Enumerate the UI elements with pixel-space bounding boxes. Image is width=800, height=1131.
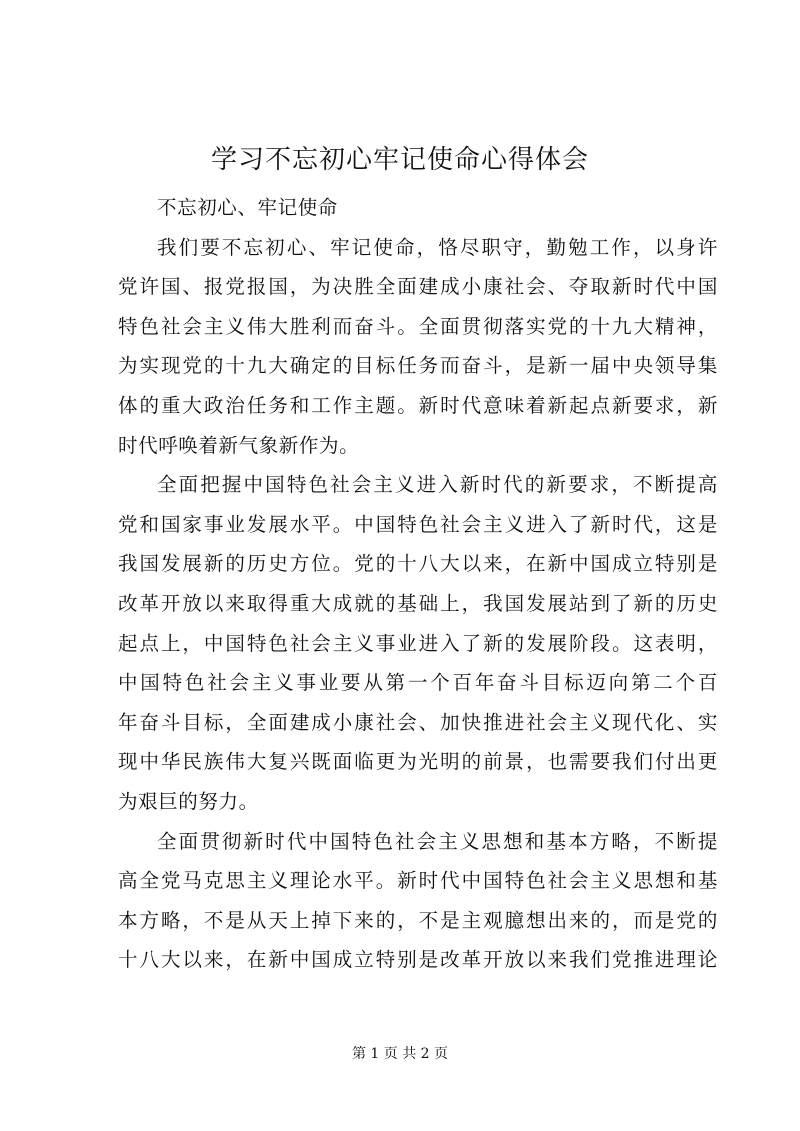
paragraph-line: 我国发展新的历史方位。党的十八大以来，在新中国成立特别是 bbox=[118, 552, 718, 576]
paragraph-line: 特色社会主义伟大胜利而奋斗。全面贯彻落实党的十九大精神， bbox=[118, 314, 718, 338]
paragraph-line: 改革开放以来取得重大成就的基础上，我国发展站到了新的历史 bbox=[118, 591, 718, 615]
paragraph-line: 高全党马克思主义理论水平。新时代中国特色社会主义思想和基 bbox=[118, 869, 718, 893]
paragraph-line: 为艰巨的努力。 bbox=[118, 789, 259, 813]
paragraph-line: 体的重大政治任务和工作主题。新时代意味着新起点新要求，新 bbox=[118, 393, 718, 417]
paragraph-line: 起点上，中国特色社会主义事业进入了新的发展阶段。这表明， bbox=[118, 631, 718, 655]
paragraph-line: 现中华民族伟大复兴既面临更为光明的前景，也需要我们付出更 bbox=[118, 750, 718, 774]
paragraph-line: 时代呼唤着新气象新作为。 bbox=[118, 433, 360, 457]
paragraph-line: 本方略，不是从天上掉下来的，不是主观臆想出来的，而是党的 bbox=[118, 908, 718, 932]
paragraph-line: 我们要不忘初心、牢记使命，恪尽职守，勤勉工作，以身许 bbox=[157, 235, 718, 259]
paragraph-line: 全面贯彻新时代中国特色社会主义思想和基本方略，不断提 bbox=[157, 829, 718, 853]
paragraph-line: 党许国、报党报国，为决胜全面建成小康社会、夺取新时代中国 bbox=[118, 275, 718, 299]
page-footer: 第 1 页 共 2 页 bbox=[351, 1046, 449, 1062]
document-subtitle: 不忘初心、牢记使命 bbox=[157, 196, 338, 219]
paragraph-line: 为实现党的十九大确定的目标任务而奋斗，是新一届中央领导集 bbox=[118, 354, 718, 378]
document-body bbox=[118, 188, 718, 980]
paragraph-line: 全面把握中国特色社会主义进入新时代的新要求，不断提高 bbox=[157, 473, 718, 497]
paragraph-line: 党和国家事业发展水平。中国特色社会主义进入了新时代，这是 bbox=[118, 512, 718, 536]
document-title: 学习不忘初心牢记使命心得体会 bbox=[210, 145, 589, 175]
paragraph-line: 十八大以来，在新中国成立特别是改革开放以来我们党推进理论 bbox=[118, 948, 718, 972]
paragraph-line: 年奋斗目标，全面建成小康社会、加快推进社会主义现代化、实 bbox=[118, 710, 718, 734]
paragraph-line: 中国特色社会主义事业要从第一个百年奋斗目标迈向第二个百 bbox=[118, 671, 718, 695]
